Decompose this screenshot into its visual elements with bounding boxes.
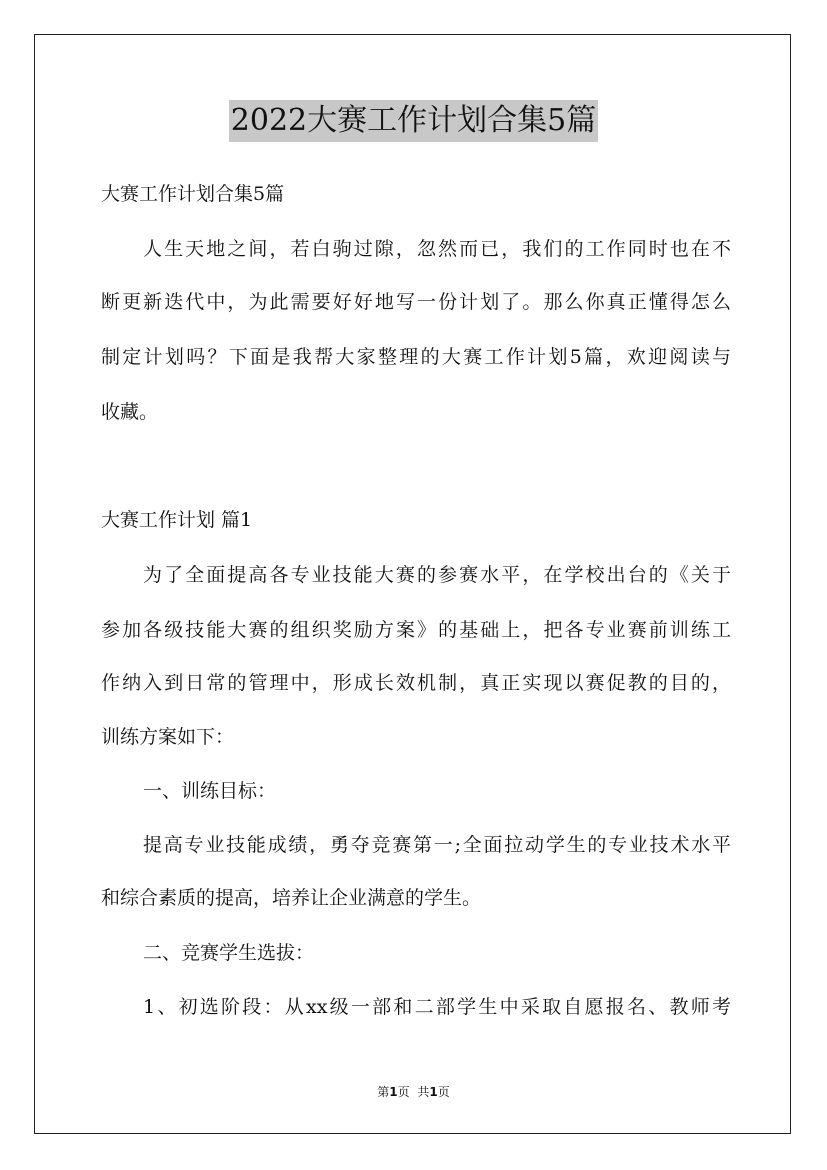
document-subtitle: 大赛工作计划合集5篇 <box>101 183 285 205</box>
intro-line-3: 制定计划吗？下面是我帮大家整理的大赛工作计划5篇，欢迎阅读与 <box>101 346 731 368</box>
page-footer <box>0 1084 827 1100</box>
intro-line-2: 断更新迭代中，为此需要好好地写一份计划了。那么你真正懂得怎么 <box>101 291 731 313</box>
footer-total-prefix: 共 <box>417 1085 430 1099</box>
item1-line-2: 和综合素质的提高，培养让企业满意的学生。 <box>101 887 482 909</box>
title-container <box>0 100 827 142</box>
body-line-1: 为了全面提高各专业技能大赛的参赛水平，在学校出台的《关于 <box>143 564 731 586</box>
footer-page-number: 1 <box>389 1085 398 1099</box>
intro-line-1: 人生天地之间，若白驹过隙，忽然而已，我们的工作同时也在不 <box>143 238 731 260</box>
section-heading: 大赛工作计划 篇1 <box>101 509 253 531</box>
footer-total-suffix: 页 <box>437 1085 450 1099</box>
footer-total-number: 1 <box>429 1085 438 1099</box>
item1-heading: 一、训练目标： <box>143 780 277 802</box>
item1-line-1: 提高专业技能成绩，勇夺竞赛第一;全面拉动学生的专业技术水平 <box>143 834 731 856</box>
item2-line-1: 1、初选阶段：从xx级一部和二部学生中采取自愿报名、教师考 <box>143 996 731 1018</box>
body-line-3: 作纳入到日常的管理中，形成长效机制，真正实现以赛促教的目的， <box>101 672 731 694</box>
footer-page-prefix: 第 <box>377 1085 390 1099</box>
body-line-4: 训练方案如下： <box>101 726 235 748</box>
document-title: 2022大赛工作计划合集5篇 <box>229 100 598 142</box>
item2-heading: 二、竞赛学生选拔： <box>143 942 315 964</box>
body-line-2: 参加各级技能大赛的组织奖励方案》的基础上，把各专业赛前训练工 <box>101 619 731 641</box>
intro-line-4: 收藏。 <box>101 401 159 423</box>
footer-page-suffix: 页 <box>397 1085 410 1099</box>
